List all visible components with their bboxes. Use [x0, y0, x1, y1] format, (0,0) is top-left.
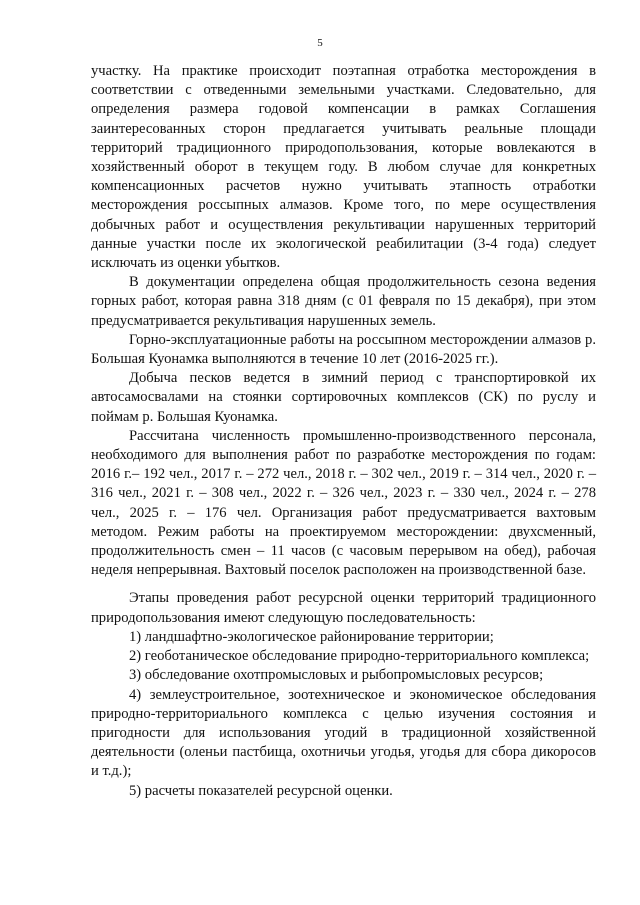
- paragraph-continuation: участку. На практике происходит поэтапная отработка месторождения в соответствии с отведенными земельными участками. Следовательно, для определения размера годовой компенсации в рамках Соглашения заинтересованных сторон предлагается учитывать реальные площади территорий традиционного природопользования, которые вовлекаются в хозяйственный оборот в текущем году. В любом случае для конкретных компенсационных расчетов нужно учитывать этапность отработки месторождения россыпных алмазов. Кроме того, по мере осуществления добычных работ и осуществления рекультивации нарушенных территорий данные участки после их экологической реабилитации (3-4 года) следует исключать из оценки убытков.: [91, 63, 596, 272]
- list-item-stage-3: 3) обследование охотпромысловых и рыбопромысловых ресурсов;: [129, 667, 544, 684]
- list-item-stage-5: 5) расчеты показателей ресурсной оценки.: [129, 782, 393, 799]
- list-item-stage-1: 1) ландшафтно-экологическое районирование территории;: [129, 628, 494, 645]
- paragraph-personnel: Рассчитана численность промышленно-производственного персонала, необходимого для выполнения работ по разработке месторождения по годам: 2016 г.– 192 чел., 2017 г. – 272 чел., 2018 г. – 302 чел., 2019 г. – 314 чел., 2020 г. – 316 чел., 2021 г. – 308 чел., 2022 г. – 326 чел., 2023 г. – 330 чел., 2024 г. – 278 чел., 2025 г. – 176 чел. Организация работ предусматривается вахтовым методом. Режим работы на проектируемом месторождении: двухсменный, продолжительность смен – 11 часов (с часовым перерывом на обед), рабочая неделя непрерывная. Вахтовый поселок расположен на производственной базе.: [91, 427, 596, 579]
- page-number: 5: [317, 37, 323, 49]
- paragraph-sand-extraction: Добыча песков ведется в зимний период с транспортировкой их автосамосвалами на стоянки сортировочных комплексов (СК) по руслу и поймам р. Большая Куонамка.: [91, 370, 596, 425]
- paragraph-stages-intro: Этапы проведения работ ресурсной оценки территорий традиционного природопользования имеют следующую последовательность:: [91, 590, 596, 626]
- paragraph-season-duration: В документации определена общая продолжительность сезона ведения горных работ, которая равна 318 дням (с 01 февраля по 15 декабря), при этом предусматривается рекультивация нарушенных земель.: [91, 274, 596, 329]
- list-item-stage-4: 4) землеустроительное, зоотехническое и экономическое обследования природно-территориального комплекса с целью изучения состояния и пригодности для использования угодий в традиционной хозяйственной деятельности (оленьи пастбища, охотничьи угодья, угодья для сбора дикоросов и т.д.);: [91, 686, 596, 780]
- document-body: [91, 62, 596, 801]
- list-item-stage-2: 2) геоботаническое обследование природно-территориального комплекса;: [129, 648, 590, 665]
- paragraph-mining-period: Горно-эксплуатационные работы на россыпном месторождении алмазов р. Большая Куонамка выполняются в течение 10 лет (2016-2025 гг.).: [91, 331, 596, 368]
